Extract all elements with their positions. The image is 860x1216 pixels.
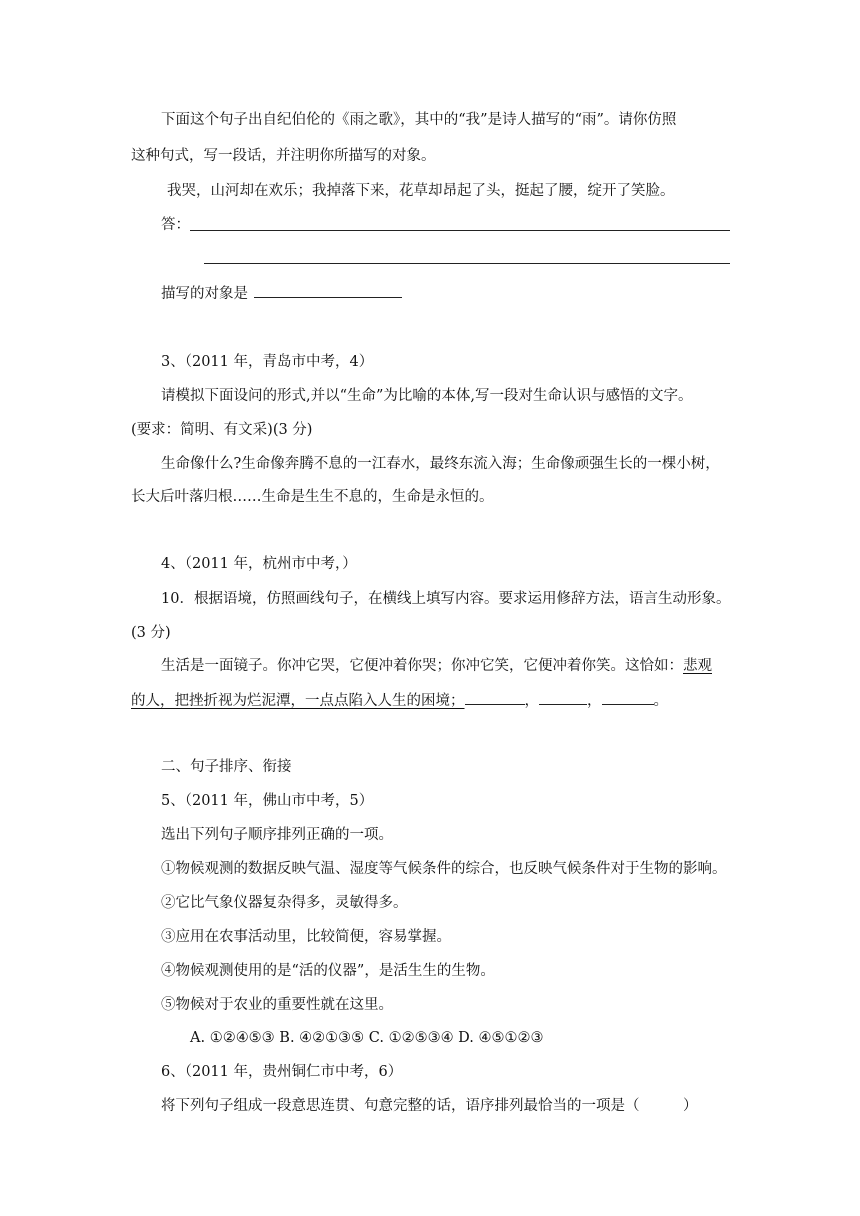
- q3-example-line2: 长大后叶落归根……生命是生生不息的，生命是永恒的。: [131, 489, 494, 505]
- q4-underlined-start: 悲观: [683, 658, 712, 674]
- q4-underlined-sentence: 的人，把挫折视为烂泥潭，一点点陷入人生的困境；: [131, 693, 465, 709]
- q2-example-sentence: 我哭，山河却在欢乐；我掉落下来，花草却昂起了头，挺起了腰，绽开了笑脸。: [167, 183, 675, 199]
- fill-blank-2[interactable]: [539, 690, 587, 705]
- q3-prompt-line1: 请模拟下面设问的形式,并以“生命”为比喻的本体,写一段对生命认识与感悟的文字。: [161, 388, 693, 404]
- answer-line-2[interactable]: [204, 263, 730, 264]
- q2-answer-label: 答：: [161, 217, 190, 233]
- q2-intro-line2: 这种句式，写一段话，并注明你所描写的对象。: [131, 148, 436, 164]
- q5-item-3: ③应用在农事活动里，比较简便，容易掌握。: [161, 929, 451, 945]
- q4-comma-2: ，: [587, 693, 602, 709]
- q4-prompt-line2: (3 分): [131, 625, 171, 641]
- q6-prompt: 将下列句子组成一段意思连贯、句意完整的话，语序排列最恰当的一项是（ ）: [161, 1098, 698, 1114]
- q4-text-line1: [161, 656, 712, 676]
- fill-blank-3[interactable]: [602, 690, 654, 705]
- q4-comma-1: ，: [524, 693, 539, 709]
- q5-item-5: ⑤物候对于农业的重要性就在这里。: [161, 997, 393, 1013]
- q4-header: 4、（2011 年，杭州市中考，）: [161, 556, 357, 572]
- q6-header: 6、（2011 年，贵州铜仁市中考，6）: [161, 1064, 403, 1080]
- q2-intro-line1: 下面这个句子出自纪伯伦的《雨之歌》，其中的“我”是诗人描写的“雨”。请你仿照: [161, 112, 677, 128]
- answer-line-1[interactable]: [190, 230, 730, 231]
- q3-example-line1: 生命像什么?生命像奔腾不息的一江春水，最终东流入海；生命像顽强生长的一棵小树，: [161, 456, 720, 472]
- q4-text-plain: 生活是一面镜子。你冲它哭，它便冲着你哭；你冲它笑，它便冲着你笑。这恰如：: [161, 658, 683, 674]
- q4-text-line2: [131, 690, 668, 711]
- q2-object-label: 描写的对象是: [161, 286, 248, 302]
- q4-prompt-line1: 10．根据语境，仿照画线句子，在横线上填写内容。要求运用修辞方法，语言生动形象。: [161, 591, 731, 607]
- fill-blank-1[interactable]: [465, 690, 525, 705]
- q5-options: A. ①②④⑤③ B. ④②①③⑤ C. ①②⑤③④ D. ④⑤①②③: [190, 1030, 544, 1046]
- q3-prompt-line2: (要求：简明、有文采)(3 分): [131, 422, 313, 438]
- object-blank-line[interactable]: [254, 297, 402, 298]
- q3-header: 3、（2011 年，青岛市中考，4）: [161, 354, 374, 370]
- section2-title: 二、句子排序、衔接: [161, 759, 292, 775]
- q4-period: 。: [653, 693, 668, 709]
- q5-item-2: ②它比气象仪器复杂得多，灵敏得多。: [161, 895, 408, 911]
- q5-prompt: 选出下列句子顺序排列正确的一项。: [161, 827, 393, 843]
- q5-item-1: ①物候观测的数据反映气温、湿度等气候条件的综合，也反映气候条件对于生物的影响。: [161, 861, 727, 877]
- q5-item-4: ④物候观测使用的是“活的仪器”，是活生生的生物。: [161, 963, 495, 979]
- q5-header: 5、（2011 年，佛山市中考，5）: [161, 793, 374, 809]
